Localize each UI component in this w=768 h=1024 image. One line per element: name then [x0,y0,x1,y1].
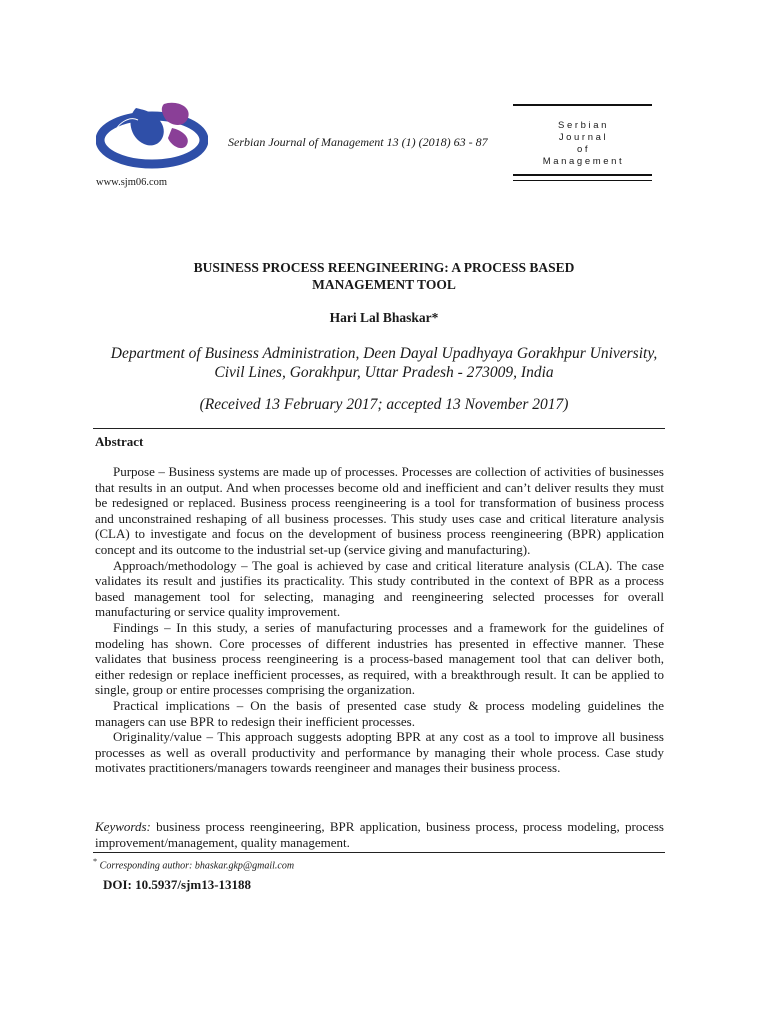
footnote-text: Corresponding author: bhaskar.gkp@gmail.com [97,860,295,872]
footnote-marker: * [93,857,98,866]
affiliation-line-2: Civil Lines, Gorakhpur, Uttar Pradesh - 273009, India [214,364,554,381]
author-name: Hari Lal Bhaskar* [329,310,439,325]
abstract-originality: Originality/value – This approach suggests adopting BPR at any cost as a tool to improve all business processes as well as overall productivity and performance by managing their whole process. Case study motivates practitioners/managers towards reengineer and manages their business process. [95,729,664,776]
article-title [0,259,768,293]
brand-rule-bottom [513,174,652,176]
abstract-top-rule [93,428,665,429]
abstract-purpose: Purpose – Business systems are made up of processes. Processes are collection of activities of businesses that results in an output. And when processes become old and inefficient and can’t deliver results they must be redesigned or replaced. Business process reengineering is a tool for transformation of business process and unconstrained reshaping of all business processes. This study uses case and critical literature analysis (CLA) to investigate and focus on the development of business process reengineering (BPR) application concept and its outcome to the industrial set-up (service giving and manufacturing). [95,464,664,557]
keywords-text: business process reengineering, BPR application, business process, process modeling, process improvement/management, quality management. [95,819,664,850]
author-affiliation [0,344,768,382]
abstract-heading: Abstract [95,434,144,449]
corresponding-author-footnote [93,857,294,871]
abstract-findings: Findings – In this study, a series of manufacturing processes and a framework for the guidelines of modeling has shown. Core processes of different industries has presented in effective manner. These validates that business process reengineering is a process-based management tool that can deliver both, either redesign or replace inefficient processes, as required, with a breakthrough result. It can be applied to single, group or entire processes comprising the organization. [95,619,664,698]
journal-brand-box [513,104,652,181]
keywords-label: Keywords: [95,819,151,834]
abstract-approach: Approach/methodology – The goal is achieved by case and critical literature analysis (CLA). The case validates its result and justifies its practicality. This study contributed in the context of BPR as a process based management tool for selecting, managing and reengineering selected processes for overall manufacturing or service quality improvement. [95,557,664,620]
brand-lines [513,106,652,174]
brand-line-1: Serbian [558,120,609,131]
doi[interactable]: DOI: 10.5937/sjm13-13188 [103,877,252,892]
abstract-bottom-rule [93,852,665,853]
brand-line-2: Journal [558,132,609,143]
journal-reference: Serbian Journal of Management 13 (1) (2018) 63 - 87 [228,135,488,149]
title-line-1: BUSINESS PROCESS REENGINEERING: A PROCESS BASED [193,260,575,275]
site-url[interactable]: www.sjm06.com [96,177,168,188]
brand-rule-bottom-thin [513,180,652,181]
journal-logo [96,98,208,178]
brand-line-3: of [576,144,591,155]
keywords [95,819,664,850]
brand-line-4: Management [542,156,625,167]
received-dates: (Received 13 February 2017; accepted 13 November 2017) [199,396,569,413]
affiliation-line-1: Department of Business Administration, Deen Dayal Upadhyaya Gorakhpur University, [110,345,658,362]
abstract-body [95,464,664,776]
abstract-implications: Practical implications – On the basis of presented case study & process modeling guidelines the managers can use BPR to redesign their inefficient processes. [95,697,664,729]
title-line-2: MANAGEMENT TOOL [312,277,456,292]
